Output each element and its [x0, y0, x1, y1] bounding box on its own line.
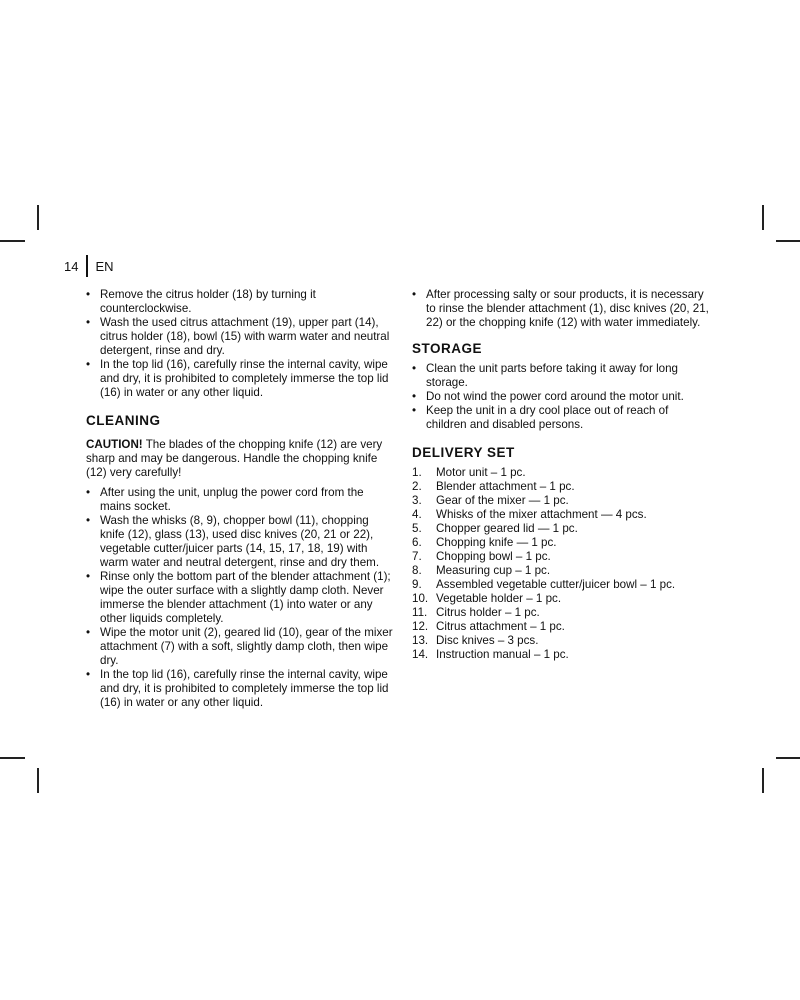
- cleaning-list: [86, 486, 396, 710]
- list-item: [412, 522, 712, 536]
- list-item: [412, 508, 712, 522]
- list-item: [412, 550, 712, 564]
- list-item: [412, 620, 712, 634]
- caution-label: CAUTION!: [86, 438, 143, 451]
- delivery-set-heading: DELIVERY SET: [412, 445, 515, 460]
- list-item: [412, 564, 712, 578]
- item-number: 1.: [412, 466, 422, 479]
- caution-text: The blades of the chopping knife (12) are very sharp and may be dangerous. Handle the chopping knife (12) very carefully!: [86, 438, 383, 479]
- item-text: Whisks of the mixer attachment — 4 pcs.: [436, 508, 647, 521]
- crop-mark-bottom-left-horizontal: [0, 757, 25, 759]
- list-item: [412, 466, 712, 480]
- crop-mark-top-left-vertical: [37, 205, 39, 230]
- list-item: • Wash the used citrus attachment (19), upper part (14), citrus holder (18), bowl (15) with warm water and neutral detergent, rinse and dry.: [86, 316, 396, 358]
- list-item: [412, 536, 712, 550]
- item-number: 13.: [412, 634, 429, 647]
- list-item: • Keep the unit in a dry cool place out of reach of children and disabled persons.: [412, 404, 712, 432]
- list-item: [412, 592, 712, 606]
- storage-heading: STORAGE: [412, 341, 483, 356]
- item-number: 12.: [412, 620, 429, 633]
- item-number: 14.: [412, 648, 429, 661]
- item-number: 4.: [412, 508, 422, 521]
- item-text: Chopping bowl – 1 pc.: [436, 550, 551, 563]
- list-item: [412, 634, 712, 648]
- item-text: Chopper geared lid — 1 pc.: [436, 522, 578, 535]
- item-number: 10.: [412, 592, 429, 605]
- list-item: • Remove the citrus holder (18) by turning it counterclockwise.: [86, 288, 396, 316]
- crop-mark-top-left-horizontal: [0, 240, 25, 242]
- right-column: [412, 288, 712, 662]
- item-text: Vegetable holder – 1 pc.: [436, 592, 562, 605]
- crop-mark-bottom-right-vertical: [762, 768, 764, 793]
- list-item: [412, 494, 712, 508]
- list-item: [412, 578, 712, 592]
- delivery-set-list: [412, 466, 712, 662]
- rinse-note-list: [412, 288, 712, 330]
- list-item: • In the top lid (16), carefully rinse the internal cavity, wipe and dry, it is prohibited to completely immerse the top lid (16) in water or any other liquid.: [86, 358, 396, 400]
- list-item: • Clean the unit parts before taking it away for long storage.: [412, 362, 712, 390]
- item-text: Chopping knife — 1 pc.: [436, 536, 557, 549]
- item-text: Gear of the mixer — 1 pc.: [436, 494, 569, 507]
- cleaning-heading: CLEANING: [86, 413, 161, 428]
- crop-mark-top-right-vertical: [762, 205, 764, 230]
- item-number: 9.: [412, 578, 422, 591]
- page-header: [64, 256, 114, 276]
- item-number: 7.: [412, 550, 422, 563]
- crop-mark-bottom-right-horizontal: [776, 757, 800, 759]
- item-text: Blender attachment – 1 pc.: [436, 480, 575, 493]
- list-item: • Rinse only the bottom part of the blender attachment (1); wipe the outer surface with a slightly damp cloth. Never immerse the blender attachment (1) into water or any other liquids completely.: [86, 570, 396, 626]
- item-text: Citrus attachment – 1 pc.: [436, 620, 565, 633]
- page-number: 14: [64, 258, 79, 274]
- item-text: Disc knives – 3 pcs.: [436, 634, 539, 647]
- header-divider: [86, 255, 88, 277]
- item-number: 5.: [412, 522, 422, 535]
- list-item: [412, 648, 712, 662]
- crop-mark-bottom-left-vertical: [37, 768, 39, 793]
- item-text: Motor unit – 1 pc.: [436, 466, 526, 479]
- item-number: 6.: [412, 536, 422, 549]
- crop-mark-top-right-horizontal: [776, 240, 800, 242]
- citrus-cleaning-list: [86, 288, 396, 400]
- list-item: • Wipe the motor unit (2), geared lid (10), gear of the mixer attachment (7) with a soft, slightly damp cloth, then wipe dry.: [86, 626, 396, 668]
- list-item: [412, 480, 712, 494]
- item-text: Instruction manual – 1 pc.: [436, 648, 569, 661]
- storage-list: [412, 362, 712, 432]
- left-column: [86, 288, 396, 710]
- item-text: Citrus holder – 1 pc.: [436, 606, 540, 619]
- language-label: EN: [95, 258, 114, 274]
- list-item: • After processing salty or sour products, it is necessary to rinse the blender attachment (1), disc knives (20, 21, 22) or the chopping knife (12) with water immediately.: [412, 288, 712, 330]
- item-number: 8.: [412, 564, 422, 577]
- list-item: [412, 606, 712, 620]
- item-text: Measuring cup – 1 pc.: [436, 564, 551, 577]
- list-item: • Wash the whisks (8, 9), chopper bowl (11), chopping knife (12), glass (13), used disc knives (20, 21 or 22), vegetable cutter/juicer parts (14, 15, 17, 18, 19) with warm water and neutral detergent, rinse and dry them.: [86, 514, 396, 570]
- list-item: • In the top lid (16), carefully rinse the internal cavity, wipe and dry, it is prohibited to completely immerse the top lid (16) in water or any other liquid.: [86, 668, 396, 710]
- list-item: • Do not wind the power cord around the motor unit.: [412, 390, 712, 404]
- item-text: Assembled vegetable cutter/juicer bowl – 1 pc.: [436, 578, 676, 591]
- item-number: 2.: [412, 480, 422, 493]
- list-item: • After using the unit, unplug the power cord from the mains socket.: [86, 486, 396, 514]
- item-number: 3.: [412, 494, 422, 507]
- caution-paragraph: [86, 438, 396, 480]
- item-number: 11.: [412, 606, 428, 619]
